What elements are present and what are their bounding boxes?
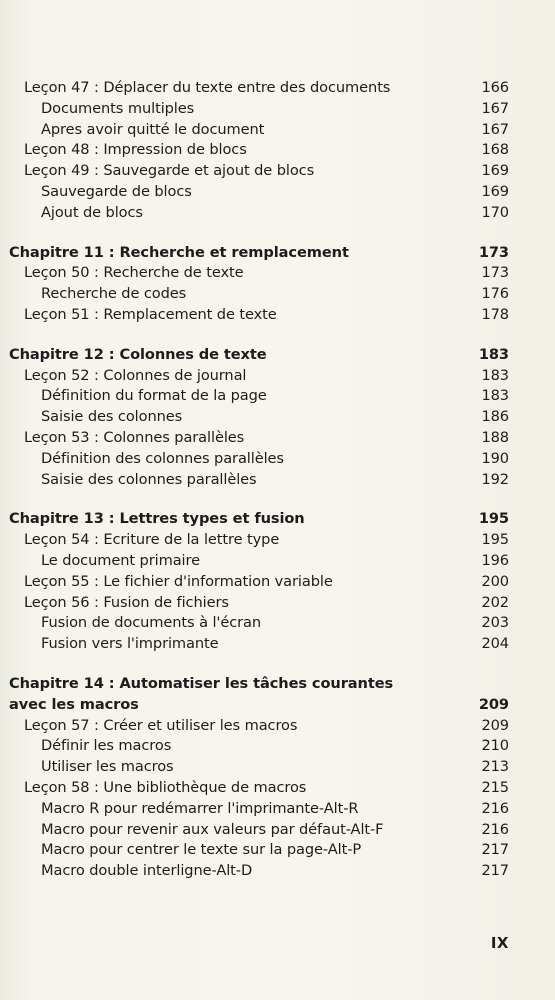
toc-entry-title: Leçon 54 : Ecriture de la lettre type [24,531,280,549]
toc-entry-title: Leçon 57 : Créer et utiliser les macros [24,716,298,734]
toc-lesson-entry [9,140,509,161]
toc-entry-page: 209 [481,716,509,734]
toc-entry-page: 192 [481,470,509,488]
toc-entry-page: 210 [481,737,509,755]
toc-entry-page: 195 [478,510,509,528]
table-of-contents [9,78,509,882]
toc-entry-title: Leçon 52 : Colonnes de journal [24,366,247,384]
toc-lesson-entry [9,263,509,284]
toc-entry-page: 217 [481,862,509,880]
toc-lesson-entry [9,305,509,326]
toc-entry-title: Définition du format de la page [41,387,267,405]
toc-entry-title: Macro pour centrer le texte sur la page-Alt-P [41,841,362,859]
toc-subsection-entry [9,736,509,757]
toc-entry-title: Leçon 49 : Sauvegarde et ajout de blocs [24,162,315,180]
toc-subsection-entry [9,449,509,470]
section-spacer [9,326,509,345]
toc-chapter-entry [9,243,509,264]
toc-subsection-entry [9,407,509,428]
toc-subsection-entry [9,613,509,634]
toc-entry-title: Fusion vers l'imprimante [41,635,219,653]
toc-entry-page: 202 [481,593,509,611]
toc-entry-title: Chapitre 14 : Automatiser les tâches courantes avec les macros [9,674,394,713]
toc-entry-page: 200 [481,572,509,590]
toc-entry-title: Sauvegarde de blocs [41,182,192,200]
toc-entry-title: Macro double interligne-Alt-D [41,862,253,880]
toc-entry-title: Documents multiples [41,99,195,117]
toc-entry-title: Chapitre 12 : Colonnes de texte [9,345,267,363]
toc-entry-title: Saisie des colonnes [41,408,183,426]
toc-subsection-entry [9,120,509,141]
toc-entry-page: 166 [481,79,509,96]
toc-entry-title: Leçon 53 : Colonnes parallèles [24,428,245,446]
page-number: IX [490,934,509,952]
toc-entry-title: Recherche de codes [41,285,187,303]
toc-entry-page: 176 [481,285,509,303]
toc-entry-title: Leçon 50 : Recherche de texte [24,264,244,282]
toc-entry-page: 216 [481,799,509,817]
toc-entry-page: 167 [481,99,509,117]
toc-lesson-entry [9,593,509,614]
toc-entry-page: 173 [478,243,509,261]
toc-entry-title: Définition des colonnes parallèles [41,449,284,467]
toc-entry-title: Macro R pour redémarrer l'imprimante-Alt-R [41,799,359,817]
toc-entry-page: 203 [481,614,509,632]
toc-lesson-entry [9,572,509,593]
toc-subsection-entry [9,203,509,224]
toc-entry-title: Leçon 55 : Le fichier d'information variable [24,572,333,590]
toc-entry-page: 196 [481,551,509,569]
toc-subsection-entry [9,386,509,407]
toc-chapter-entry [9,345,509,366]
toc-subsection-entry [9,284,509,305]
toc-lesson-entry [9,366,509,387]
toc-subsection-entry [9,551,509,572]
toc-entry-title: Définir les macros [41,737,172,755]
section-spacer [9,490,509,509]
toc-entry-page: 190 [481,449,509,467]
toc-entry-page: 186 [481,408,509,426]
toc-entry-title: Leçon 58 : Une bibliothèque de macros [24,778,307,796]
toc-entry-title: Leçon 47 : Déplacer du texte entre des documents [24,79,391,96]
toc-entry-page: 169 [481,182,509,200]
toc-subsection-entry [9,861,509,882]
toc-entry-page: 183 [481,387,509,405]
toc-subsection-entry [9,840,509,861]
toc-entry-title: Saisie des colonnes parallèles [41,470,257,488]
toc-subsection-entry [9,799,509,820]
toc-entry-title: Utiliser les macros [41,758,174,776]
toc-subsection-entry [9,470,509,491]
section-spacer [9,224,509,243]
toc-subsection-entry [9,99,509,120]
toc-entry-page: 183 [481,366,509,384]
toc-entry-page: 213 [481,758,509,776]
toc-entry-title: Chapitre 11 : Recherche et remplacement [9,243,349,261]
toc-entry-page: 216 [481,820,509,838]
toc-entry-page: 169 [481,162,509,180]
toc-entry-page: 204 [481,635,509,653]
toc-entry-title: Leçon 48 : Impression de blocs [24,141,247,159]
toc-chapter-entry [9,509,509,530]
toc-lesson-entry [9,161,509,182]
toc-lesson-entry [9,778,509,799]
toc-entry-page: 188 [481,428,509,446]
toc-entry-title: Macro pour revenir aux valeurs par défaut-Alt-F [41,820,384,838]
toc-subsection-entry [9,757,509,778]
toc-entry-page: 217 [481,841,509,859]
toc-entry-title: Le document primaire [41,551,200,569]
toc-entry-page: 173 [481,264,509,282]
toc-entry-title: Leçon 51 : Remplacement de texte [24,305,277,323]
toc-entry-page: 209 [478,695,509,713]
toc-entry-title: Ajout de blocs [41,203,143,221]
toc-entry-page: 215 [481,778,509,796]
section-spacer [9,655,509,674]
toc-entry-page: 178 [481,305,509,323]
toc-entry-title: Chapitre 13 : Lettres types et fusion [9,510,305,528]
toc-subsection-entry [9,820,509,841]
toc-entry-page: 168 [481,141,509,159]
toc-chapter-entry [9,674,509,716]
toc-lesson-entry [9,78,509,99]
toc-entry-page: 170 [481,203,509,221]
toc-entry-page: 195 [481,531,509,549]
toc-entry-page: 167 [481,120,509,138]
toc-entry-title: Leçon 56 : Fusion de fichiers [24,593,229,611]
toc-lesson-entry [9,716,509,737]
toc-lesson-entry [9,428,509,449]
toc-subsection-entry [9,634,509,655]
toc-entry-title: Fusion de documents à l'écran [41,614,262,632]
toc-entry-page: 183 [478,345,509,363]
toc-lesson-entry [9,530,509,551]
toc-entry-title: Apres avoir quitté le document [41,120,265,138]
toc-subsection-entry [9,182,509,203]
